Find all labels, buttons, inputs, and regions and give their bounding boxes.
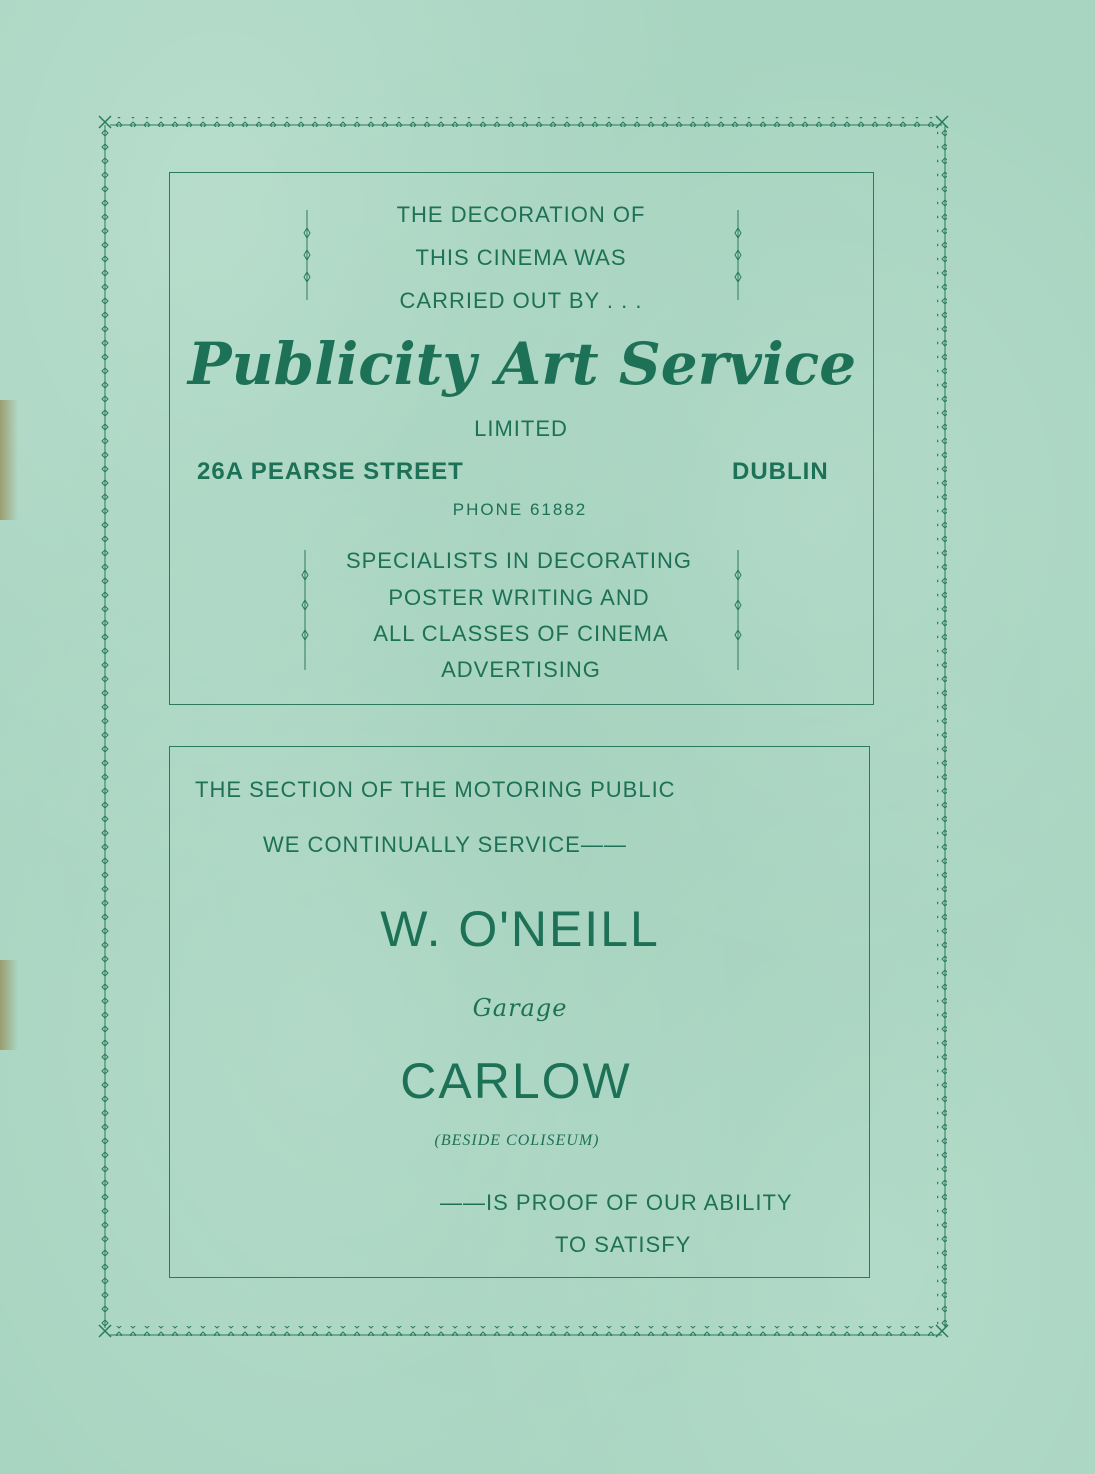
town-name: CARLOW bbox=[400, 1053, 632, 1109]
business-type: Garage bbox=[472, 994, 568, 1022]
city: DUBLIN bbox=[732, 458, 829, 485]
closing-line-2: TO SATISFY bbox=[555, 1232, 692, 1257]
bottom-line-2: WE CONTINUALLY SERVICE—— bbox=[263, 832, 627, 857]
location-note: (BESIDE COLISEUM) bbox=[434, 1132, 600, 1149]
specialities-line-3: ALL CLASSES OF CINEMA bbox=[373, 621, 669, 646]
intro-line-3: CARRIED OUT BY . . . bbox=[399, 288, 643, 313]
bottom-line-1: THE SECTION OF THE MOTORING PUBLIC bbox=[195, 777, 676, 802]
business-name: W. O'NEILL bbox=[380, 901, 660, 957]
specialities-line-4: ADVERTISING bbox=[441, 657, 601, 682]
street-address: 26A PEARSE STREET bbox=[197, 458, 464, 485]
specialities-line-2: POSTER WRITING AND bbox=[388, 585, 650, 610]
intro-line-2: THIS CINEMA WAS bbox=[415, 245, 627, 270]
intro-line-1: THE DECORATION OF bbox=[396, 202, 646, 227]
company-suffix: LIMITED bbox=[474, 416, 568, 441]
specialities-line-1: SPECIALISTS IN DECORATING bbox=[345, 548, 693, 573]
closing-line-1: ——IS PROOF OF OUR ABILITY bbox=[440, 1190, 793, 1215]
company-name: Publicity Art Service bbox=[187, 330, 857, 398]
phone-number: PHONE 61882 bbox=[452, 500, 588, 519]
